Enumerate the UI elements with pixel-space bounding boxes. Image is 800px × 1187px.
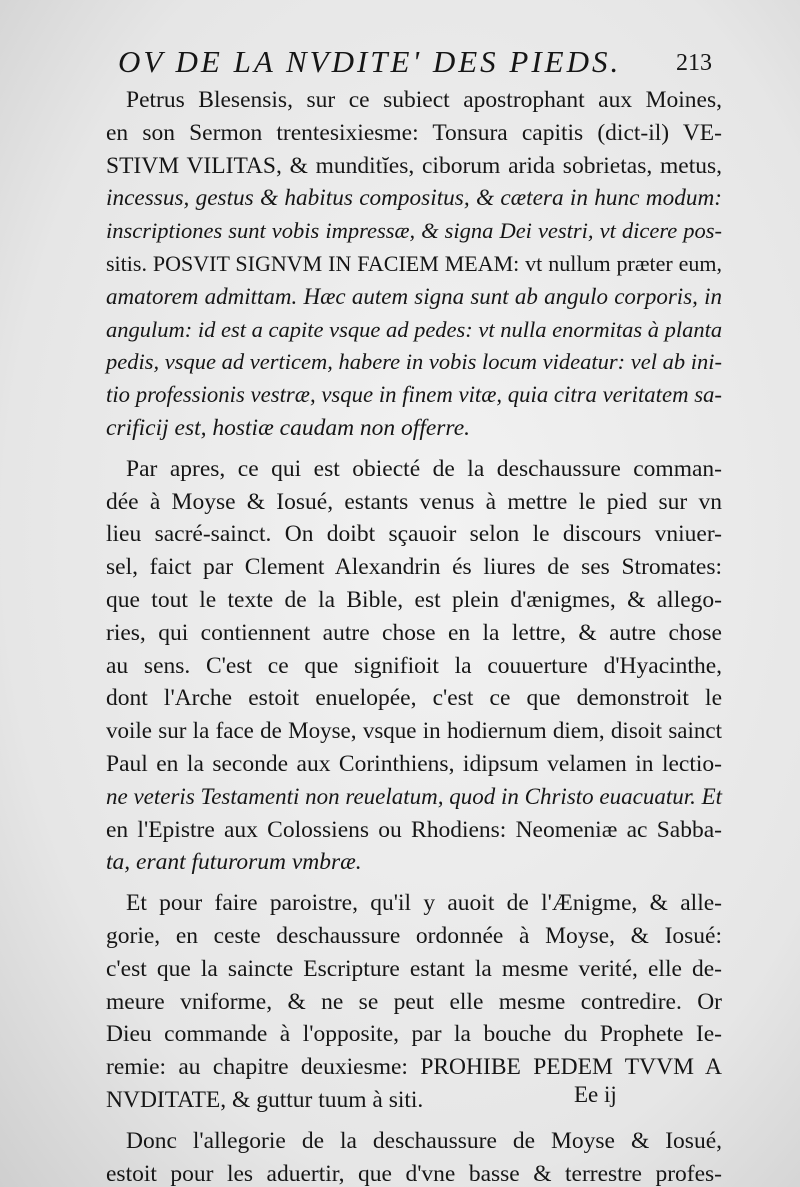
text-line: NVDITATE, & guttur tuum à siti. [106, 1086, 424, 1113]
text-line: meure vniforme, & ne se peut elle mesme contredire. Or [106, 988, 722, 1015]
text-line: Petrus Blesensis, sur ce subiect apostrophant aux Moines, [126, 87, 722, 113]
text-line: amatorem admittam. Hæc autem signa sunt ab angulo corporis, in [106, 283, 722, 309]
text-line: incessus, gestus & habitus compositus, & cætera in hunc modum: [106, 185, 722, 212]
text-line: voile sur la face de Moyse, vsque in hodiernum diem, disoit sainct [106, 718, 722, 744]
text-line: sitis. POSVIT SIGNVM IN FACIEM MEAM: vt nullum præter eum, [106, 250, 722, 276]
text-body [106, 84, 722, 1187]
text-line: en son Sermon trentesixiesme: Tonsura capitis (dict-il) VE- [106, 119, 722, 146]
text-line: Paul en la seconde aux Corinthiens, idipsum velamen in lectio- [106, 750, 722, 777]
text-line: en l'Epistre aux Colossiens ou Rhodiens: Neomeniæ ac Sabba- [106, 816, 722, 843]
text-line: c'est que la saincte Escripture estant la mesme verité, elle de- [106, 955, 722, 982]
text-line: Par apres, ce qui est obiecté de la deschaussure comman- [126, 455, 722, 482]
paragraph [106, 1125, 722, 1187]
text-line: crificij est, hostiæ caudam non offerre. [106, 414, 470, 441]
paragraph [106, 84, 722, 445]
paragraph [106, 887, 722, 1117]
text-line: estoit pour les aduertir, que d'vne basse & terrestre profes- [106, 1160, 722, 1187]
text-line: que tout le texte de la Bible, est plein d'ænigmes, & allego- [106, 586, 722, 613]
running-title: OV DE LA NVDITE' DES PIEDS. [118, 44, 622, 79]
text-line: Dieu commande à l'opposite, par la bouche du Prophete Ie- [106, 1021, 722, 1048]
text-line: Et pour faire paroistre, qu'il y auoit de l'Ænigme, & alle- [126, 890, 722, 917]
text-line: ta, erant futurorum vmbræ. [106, 849, 362, 876]
text-line: ne veteris Testamenti non reuelatum, quod in Christo euacuatur. Et [106, 783, 723, 809]
text-line: gorie, en ceste deschaussure ordonnée à Moyse, & Iosué: [106, 922, 722, 949]
text-line: au sens. C'est ce que signifioit la couuerture d'Hyacinthe, [106, 652, 722, 679]
text-line: angulum: id est a capite vsque ad pedes: vt nulla enormitas à planta [106, 316, 723, 342]
text-line: STIVM VILITAS, & munditĭes, ciborum arida sobrietas, metus, [106, 152, 722, 179]
text-line: ries, qui contiennent autre chose en la lettre, & autre chose [106, 619, 722, 646]
text-line: lieu sacré-sainct. On doibt sçauoir selon le discours vniuer- [106, 521, 722, 548]
text-line: dont l'Arche estoit enuelopée, c'est ce que demonstroit le [106, 685, 722, 712]
text-line: dée à Moyse & Iosué, estants venus à mettre le pied sur vn [106, 488, 722, 515]
running-header [118, 44, 718, 84]
text-line: tio professionis vestræ, vsque in finem vitæ, quia citra veritatem sa- [106, 382, 722, 408]
text-line: pedis, vsque ad verticem, habere in vobis locum videatur: vel ab ini- [106, 349, 722, 375]
text-line: Donc l'allegorie de la deschaussure de Moyse & Iosué, [126, 1127, 722, 1154]
text-line: sel, faict par Clement Alexandrin és liures de ses Stromates: [106, 554, 722, 581]
text-line: inscriptiones sunt vobis impressæ, & signa Dei vestri, vt dicere pos- [106, 218, 722, 244]
text-line: remie: au chapitre deuxiesme: PROHIBE PEDEM TVVM A [106, 1054, 722, 1081]
signature-mark: Ee ij [574, 1082, 617, 1107]
page-number: 213 [676, 50, 712, 76]
paragraph [106, 453, 722, 879]
